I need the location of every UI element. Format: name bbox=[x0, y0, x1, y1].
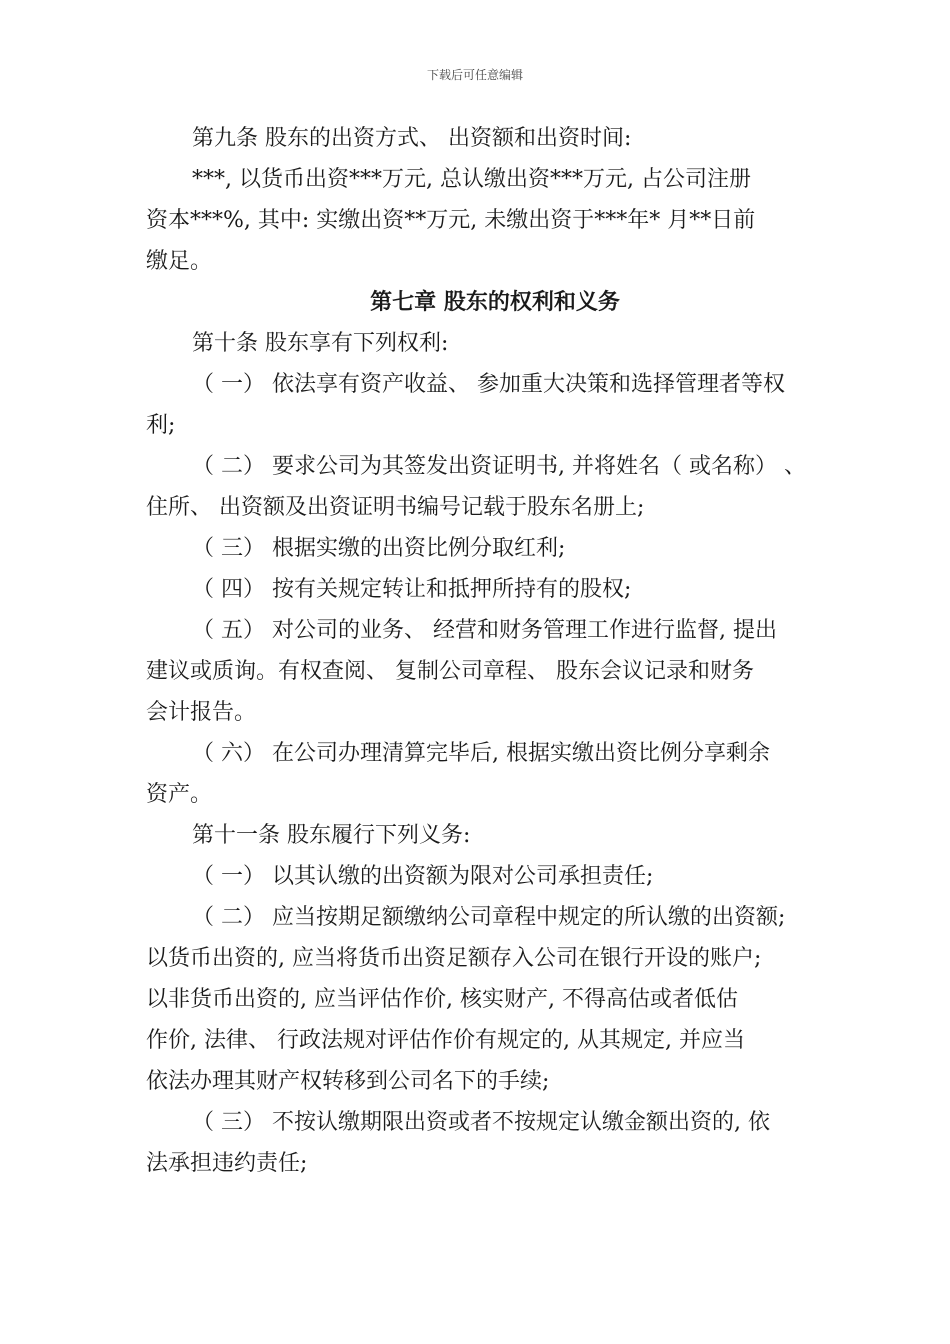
list-item: （ 五） 对公司的业务、 经营和财务管理工作进行监督, 提出 bbox=[192, 618, 777, 643]
list-item: （ 四） 按有关规定转让和抵押所持有的股权; bbox=[192, 577, 632, 602]
list-item: （ 六） 在公司办理清算完毕后, 根据实缴出资比例分享剩余 bbox=[192, 741, 770, 766]
article-11-heading: 第十一条 股东履行下列义务: bbox=[192, 823, 471, 848]
paragraph-line: 利; bbox=[146, 413, 176, 438]
list-item: （ 三） 不按认缴期限出资或者不按规定认缴金额出资的, 依 bbox=[192, 1110, 770, 1135]
paragraph-line: 以非货币出资的, 应当评估作价, 核实财产, 不得高估或者低估 bbox=[146, 987, 738, 1012]
paragraph-line: ***, 以货币出资***万元, 总认缴出资***万元, 占公司注册 bbox=[192, 167, 751, 192]
list-item: （ 三） 根据实缴的出资比例分取红利; bbox=[192, 536, 566, 561]
paragraph-line: 以货币出资的, 应当将货币出资足额存入公司在银行开设的账户; bbox=[146, 946, 762, 971]
paragraph-line: 依法办理其财产权转移到公司名下的手续; bbox=[146, 1069, 550, 1094]
paragraph-line: 缴足。 bbox=[146, 249, 213, 274]
list-item: （ 二） 应当按期足额缴纳公司章程中规定的所认缴的出资额; bbox=[192, 905, 786, 930]
page-header: 下载后可任意编辑 bbox=[426, 68, 523, 82]
paragraph-line: 住所、 出资额及出资证明书编号记载于股东名册上; bbox=[146, 495, 645, 520]
paragraph-line: 资本***%, 其中: 实缴出资**万元, 未缴出资于***年* 月**日前 bbox=[146, 208, 756, 233]
list-item: （ 二） 要求公司为其签发出资证明书, 并将姓名（ 或名称） 、 bbox=[192, 454, 806, 479]
list-item: （ 一） 以其认缴的出资额为限对公司承担责任; bbox=[192, 864, 654, 889]
list-item: （ 一） 依法享有资产收益、 参加重大决策和选择管理者等权 bbox=[192, 372, 785, 397]
article-10-heading: 第十条 股东享有下列权利: bbox=[192, 331, 449, 356]
document-body bbox=[146, 118, 814, 1184]
paragraph-line: 资产。 bbox=[146, 782, 213, 807]
paragraph-line: 会计报告。 bbox=[146, 700, 257, 725]
paragraph-line: 法承担违约责任; bbox=[146, 1151, 308, 1176]
paragraph-line: 作价, 法律、 行政法规对评估作价有规定的, 从其规定, 并应当 bbox=[146, 1028, 745, 1053]
article-9-heading: 第九条 股东的出资方式、 出资额和出资时间: bbox=[192, 126, 632, 151]
chapter-title: 第七章 股东的权利和义务 bbox=[370, 289, 620, 315]
paragraph-line: 建议或质询。有权查阅、 复制公司章程、 股东会议记录和财务 bbox=[146, 659, 754, 684]
